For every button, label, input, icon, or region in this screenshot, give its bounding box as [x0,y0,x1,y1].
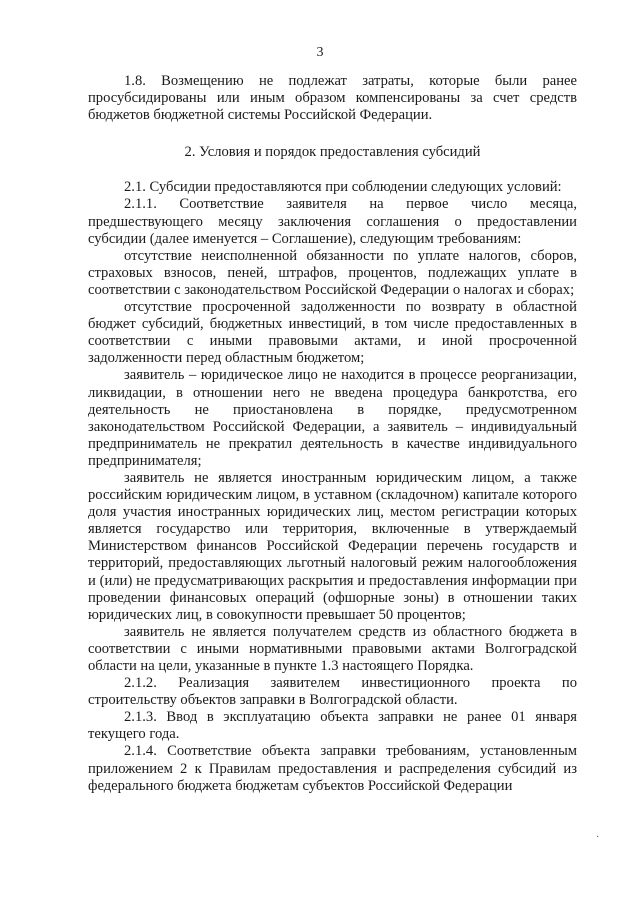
requirement-reorganization: заявитель – юридическое лицо не находится в процессе реорганизации, ликвидации, в отношении него не введена процедура банкротства, его деятельность не приостановлена в порядке, предусмотренном законодательством Российской Федерации, а заявитель – индивидуальный предприниматель не прекратил деятельность в качестве индивидуального предпринимателя; [88,367,577,469]
paragraph-2-1-2: 2.1.2. Реализация заявителем инвестиционного проекта по строительству объектов заправки в Волгоградской области. [88,675,577,709]
margin-mark: · [596,832,600,843]
requirement-debt: отсутствие просроченной задолженности по возврату в областной бюджет субсидий, бюджетных инвестиций, в том числе предоставленных в соответствии с иными правовыми актами, и иной просроченной задолженности перед областным бюджетом; [88,299,577,367]
paragraph-2-1-3: 2.1.3. Ввод в эксплуатацию объекта заправки не ранее 01 января текущего года. [88,709,577,743]
paragraph-2-1-1: 2.1.1. Соответствие заявителя на первое число месяца, предшествующего месяцу заключения соглашения о предоставлении субсидии (далее именуется – Соглашение), следующим требованиям: [88,196,577,247]
requirement-foreign-entity: заявитель не является иностранным юридическим лицом, а также российским юридическим лицом, в уставном (складочном) капитале которого доля участия иностранных юридических лиц, местом регистрации которых является государство или территория, включенные в утверждаемый Министерством финансов Российской Федерации перечень государств и территорий, предоставляющих льготный налоговый режим налогообложения и (или) не предусматривающих раскрытия и предоставления информации при проведении финансовых операций (офшорные зоны) в отношении таких юридических лиц, в совокупности превышает 50 процентов; [88,469,577,623]
paragraph-2-1-4: 2.1.4. Соответствие объекта заправки требованиям, установленным приложением 2 к Правилам предоставления и распределения субсидий из федерального бюджета бюджетам субъектов Российской Федерации [88,743,577,794]
requirement-taxes: отсутствие неисполненной обязанности по уплате налогов, сборов, страховых взносов, пеней, штрафов, процентов, подлежащих уплате в соответствии с законодательством Российской Федерации о налогах и сборах; [88,247,577,298]
page-number: 3 [316,45,324,60]
paragraph-1-8: 1.8. Возмещению не подлежат затраты, которые были ранее просубсидированы или иным образом компенсированы за счет средств бюджетов бюджетной системы Российской Федерации. [88,73,577,124]
requirement-other-funding: заявитель не является получателем средств из областного бюджета в соответствии с иными нормативными правовыми актами Волгоградской области на цели, указанные в пункте 1.3 настоящего Порядка. [88,623,577,674]
document-body [88,73,577,795]
paragraph-2-1: 2.1. Субсидии предоставляются при соблюдении следующих условий: [124,179,562,196]
section-heading: 2. Условия и порядок предоставления субсидий [184,144,481,161]
